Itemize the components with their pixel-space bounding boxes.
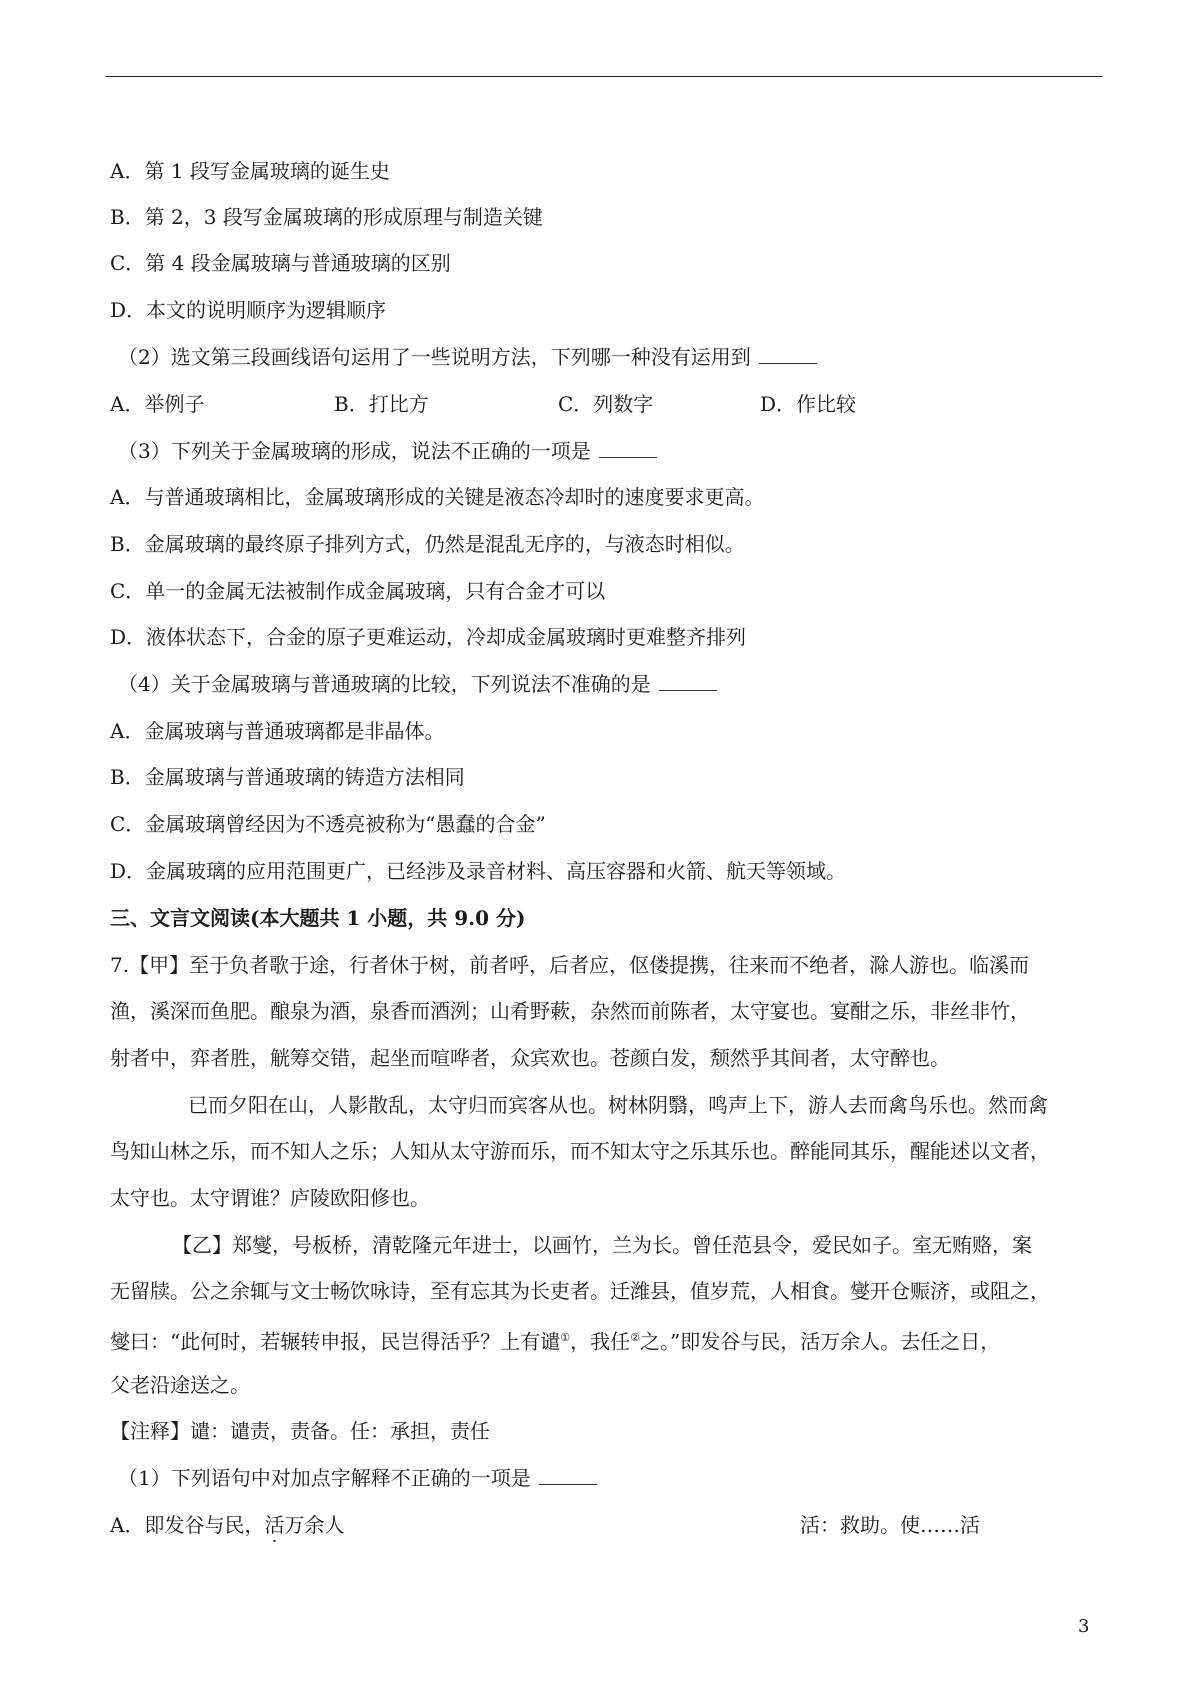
question-3	[118, 438, 657, 464]
answer-blank	[539, 1466, 597, 1485]
question-7-1	[118, 1465, 597, 1491]
passage-line: 太守也。太守谓谁？庐陵欧阳修也。	[110, 1186, 430, 1210]
passage-line	[110, 1325, 1000, 1355]
answer-blank	[659, 672, 717, 691]
q3-option-a: A．与普通玻璃相比，金属玻璃形成的关键是液态冷却时的速度要求更高。	[110, 485, 765, 509]
passage-line: 射者中，弈者胜，觥筹交错，起坐而喧哗者，众宾欢也。苍颜白发，颓然乎其间者，太守醉也。	[110, 1046, 950, 1070]
question-7-1-text: （1）下列语句中对加点字解释不正确的一项是	[118, 1466, 531, 1490]
annotation: 【注释】谴：谴责，责备。任：承担，责任	[110, 1419, 490, 1443]
passage-fragment: 之。”即发谷与民，活万余人。去任之日，	[639, 1329, 1001, 1354]
passage-line: 渔，溪深而鱼肥。酿泉为酒，泉香而酒洌；山肴野蔌，杂然而前陈者，太守宴也。宴酣之乐，非丝非竹，	[110, 999, 1030, 1023]
q3-option-b: B．金属玻璃的最终原子排列方式，仍然是混乱无序的，与液态时相似。	[110, 532, 745, 556]
passage-fragment: ，我任	[570, 1329, 631, 1354]
q4-option-c: C．金属玻璃曾经因为不透亮被称为“愚蠢的合金”	[110, 812, 546, 836]
passage-line: 7.【甲】至于负者歌于途，行者休于树，前者呼，后者应，伛偻提携，往来而不绝者，滁人游也。临溪而	[110, 953, 1030, 977]
q2-option-c: C．列数字	[558, 392, 654, 416]
question-2-text: （2）选文第三段画线语句运用了一些说明方法，下列哪一种没有运用到	[118, 345, 751, 369]
dotted-character: 活	[264, 1513, 285, 1537]
section-heading: 三、文言文阅读(本大题共 1 小题，共 9.0 分)	[110, 906, 526, 930]
option-text: 万余人	[284, 1513, 345, 1537]
footnote-mark: ②	[630, 1331, 640, 1344]
option-text: A．即发谷与民，	[110, 1513, 265, 1537]
question-3-text: （3）下列关于金属玻璃的形成，说法不正确的一项是	[118, 439, 591, 463]
passage-line: 父老沿途送之。	[110, 1373, 250, 1397]
option-d: D．本文的说明顺序为逻辑顺序	[110, 298, 387, 322]
q7-1-option-a-definition: 活：救助。使……活	[800, 1513, 980, 1537]
question-2	[118, 344, 817, 370]
q3-option-d: D．液体状态下，合金的原子更难运动，冷却成金属玻璃时更难整齐排列	[110, 625, 747, 649]
passage-fragment: 燮曰：“此何时，若辗转申报，民岂得活乎？上有谴	[110, 1329, 561, 1354]
passage-line: 无留牍。公之余辄与文士畅饮咏诗，至有忘其为长吏者。迁潍县，值岁荒，人相食。燮开仓赈济，或阻之，	[110, 1279, 1050, 1303]
question-4-text: （4）关于金属玻璃与普通玻璃的比较，下列说法不准确的是	[118, 672, 651, 696]
q4-option-d: D．金属玻璃的应用范围更广，已经涉及录音材料、高压容器和火箭、航天等领域。	[110, 859, 847, 883]
answer-blank	[599, 439, 657, 458]
footnote-mark: ①	[560, 1331, 571, 1344]
passage-line: 已而夕阳在山，人影散乱，太守归而宾客从也。树林阴翳，鸣声上下，游人去而禽鸟乐也。然而禽	[188, 1093, 1048, 1117]
option-c: C．第 4 段金属玻璃与普通玻璃的区别	[110, 251, 451, 275]
q3-option-c: C．单一的金属无法被制作成金属玻璃，只有合金才可以	[110, 579, 606, 603]
option-a: A．第 1 段写金属玻璃的诞生史	[110, 159, 390, 183]
q7-1-option-a	[110, 1512, 344, 1538]
option-b: B．第 2，3 段写金属玻璃的形成原理与制造关键	[110, 205, 543, 229]
header-rule	[106, 76, 1102, 77]
question-4	[118, 671, 717, 697]
q2-option-b: B．打比方	[334, 392, 429, 416]
q4-option-b: B．金属玻璃与普通玻璃的铸造方法相同	[110, 765, 465, 789]
page-number: 3	[1078, 1616, 1090, 1637]
passage-line: 【乙】郑燮，号板桥，清乾隆元年进士，以画竹，兰为长。曾任范县令，爱民如子。室无贿赂，案	[172, 1233, 1032, 1257]
q2-option-a: A．举例子	[110, 392, 205, 416]
answer-blank	[759, 345, 817, 364]
q4-option-a: A．金属玻璃与普通玻璃都是非晶体。	[110, 719, 445, 743]
passage-line: 鸟知山林之乐，而不知人之乐；人知从太守游而乐，而不知太守之乐其乐也。醉能同其乐，醒能述以文者，	[110, 1139, 1050, 1163]
q2-option-d: D．作比较	[760, 392, 857, 416]
